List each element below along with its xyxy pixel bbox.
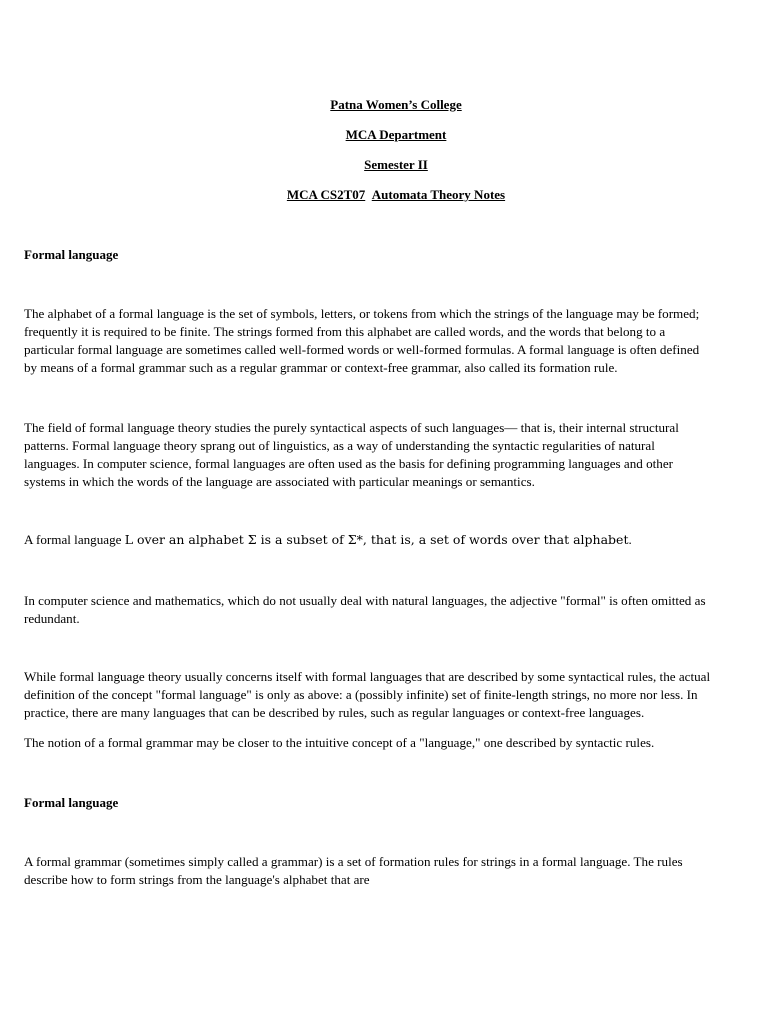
paragraph-formal-grammar-notion (24, 734, 768, 752)
definition-suffix: . (628, 532, 632, 547)
course-title: Automata Theory Notes (371, 187, 506, 202)
paragraph-line: describe how to form strings from the language's alphabet that are (24, 872, 370, 887)
definition-prefix: A formal language (24, 532, 125, 547)
paragraph-line: particular formal language are sometimes called well-formed words or well-formed formulas. A formal language is often defined (24, 342, 700, 357)
definition-formula: L over an alphabet Σ is a subset of Σ*, that is, a set of words over that alphabet (124, 532, 629, 547)
college-name-text: Patna Women’s College (330, 97, 462, 112)
paragraph-syntactical-rules (24, 668, 768, 722)
paragraph-line: practice, there are many languages that can be described by rules, such as regular languages or context-free languages. (24, 705, 645, 720)
paragraph-line: A formal grammar (sometimes simply called a grammar) is a set of formation rules for strings in a formal language. The rules (24, 854, 683, 869)
paragraph-line: languages. In computer science, formal languages are often used as the basis for defining programming languages and other (24, 456, 674, 471)
paragraph-line: The notion of a formal grammar may be closer to the intuitive concept of a "language," one described by syntactic rules. (24, 735, 655, 750)
course-code: MCA CS2T07 (286, 187, 366, 202)
paragraph-line: The alphabet of a formal language is the set of symbols, letters, or tokens from which the strings of the language may be formed; (24, 306, 700, 321)
paragraph-line: definition of the concept "formal language" is only as above: a (possibly infinite) set of finite-length strings, no more nor less. In (24, 687, 698, 702)
semester-label-text: Semester II (364, 157, 428, 172)
department-name (0, 127, 768, 143)
paragraph-line: systems in which the words of the language are associated with particular meanings or semantics. (24, 474, 535, 489)
paragraph-definition (24, 531, 768, 549)
college-name (0, 97, 768, 113)
section-heading-formal-language-2: Formal language (24, 795, 119, 810)
paragraph-line: redundant. (24, 611, 80, 626)
semester-label (0, 157, 768, 173)
paragraph-line: In computer science and mathematics, which do not usually deal with natural languages, the adjective "formal" is often omitted as (24, 593, 706, 608)
paragraph-computer-science (24, 592, 768, 628)
paragraph-line (24, 531, 768, 549)
paragraph-formal-grammar (24, 853, 768, 889)
course-title-line (0, 187, 768, 203)
paragraph-line: frequently it is required to be finite. The strings formed from this alphabet are called words, and the words that belong to a (24, 324, 666, 339)
paragraph-field-theory (24, 419, 768, 491)
paragraph-line: While formal language theory usually concerns itself with formal languages that are described by some syntactical rules, the actual (24, 669, 711, 684)
paragraph-alphabet (24, 305, 768, 377)
department-name-text: MCA Department (345, 127, 447, 142)
section-heading-formal-language: Formal language (24, 247, 119, 262)
paragraph-line: patterns. Formal language theory sprang out of linguistics, as a way of understanding the syntactic regularities of natural (24, 438, 655, 453)
paragraph-line: by means of a formal grammar such as a regular grammar or context-free grammar, also called its formation rule. (24, 360, 618, 375)
paragraph-line: The field of formal language theory studies the purely syntactical aspects of such languages— that is, their internal structural (24, 420, 679, 435)
